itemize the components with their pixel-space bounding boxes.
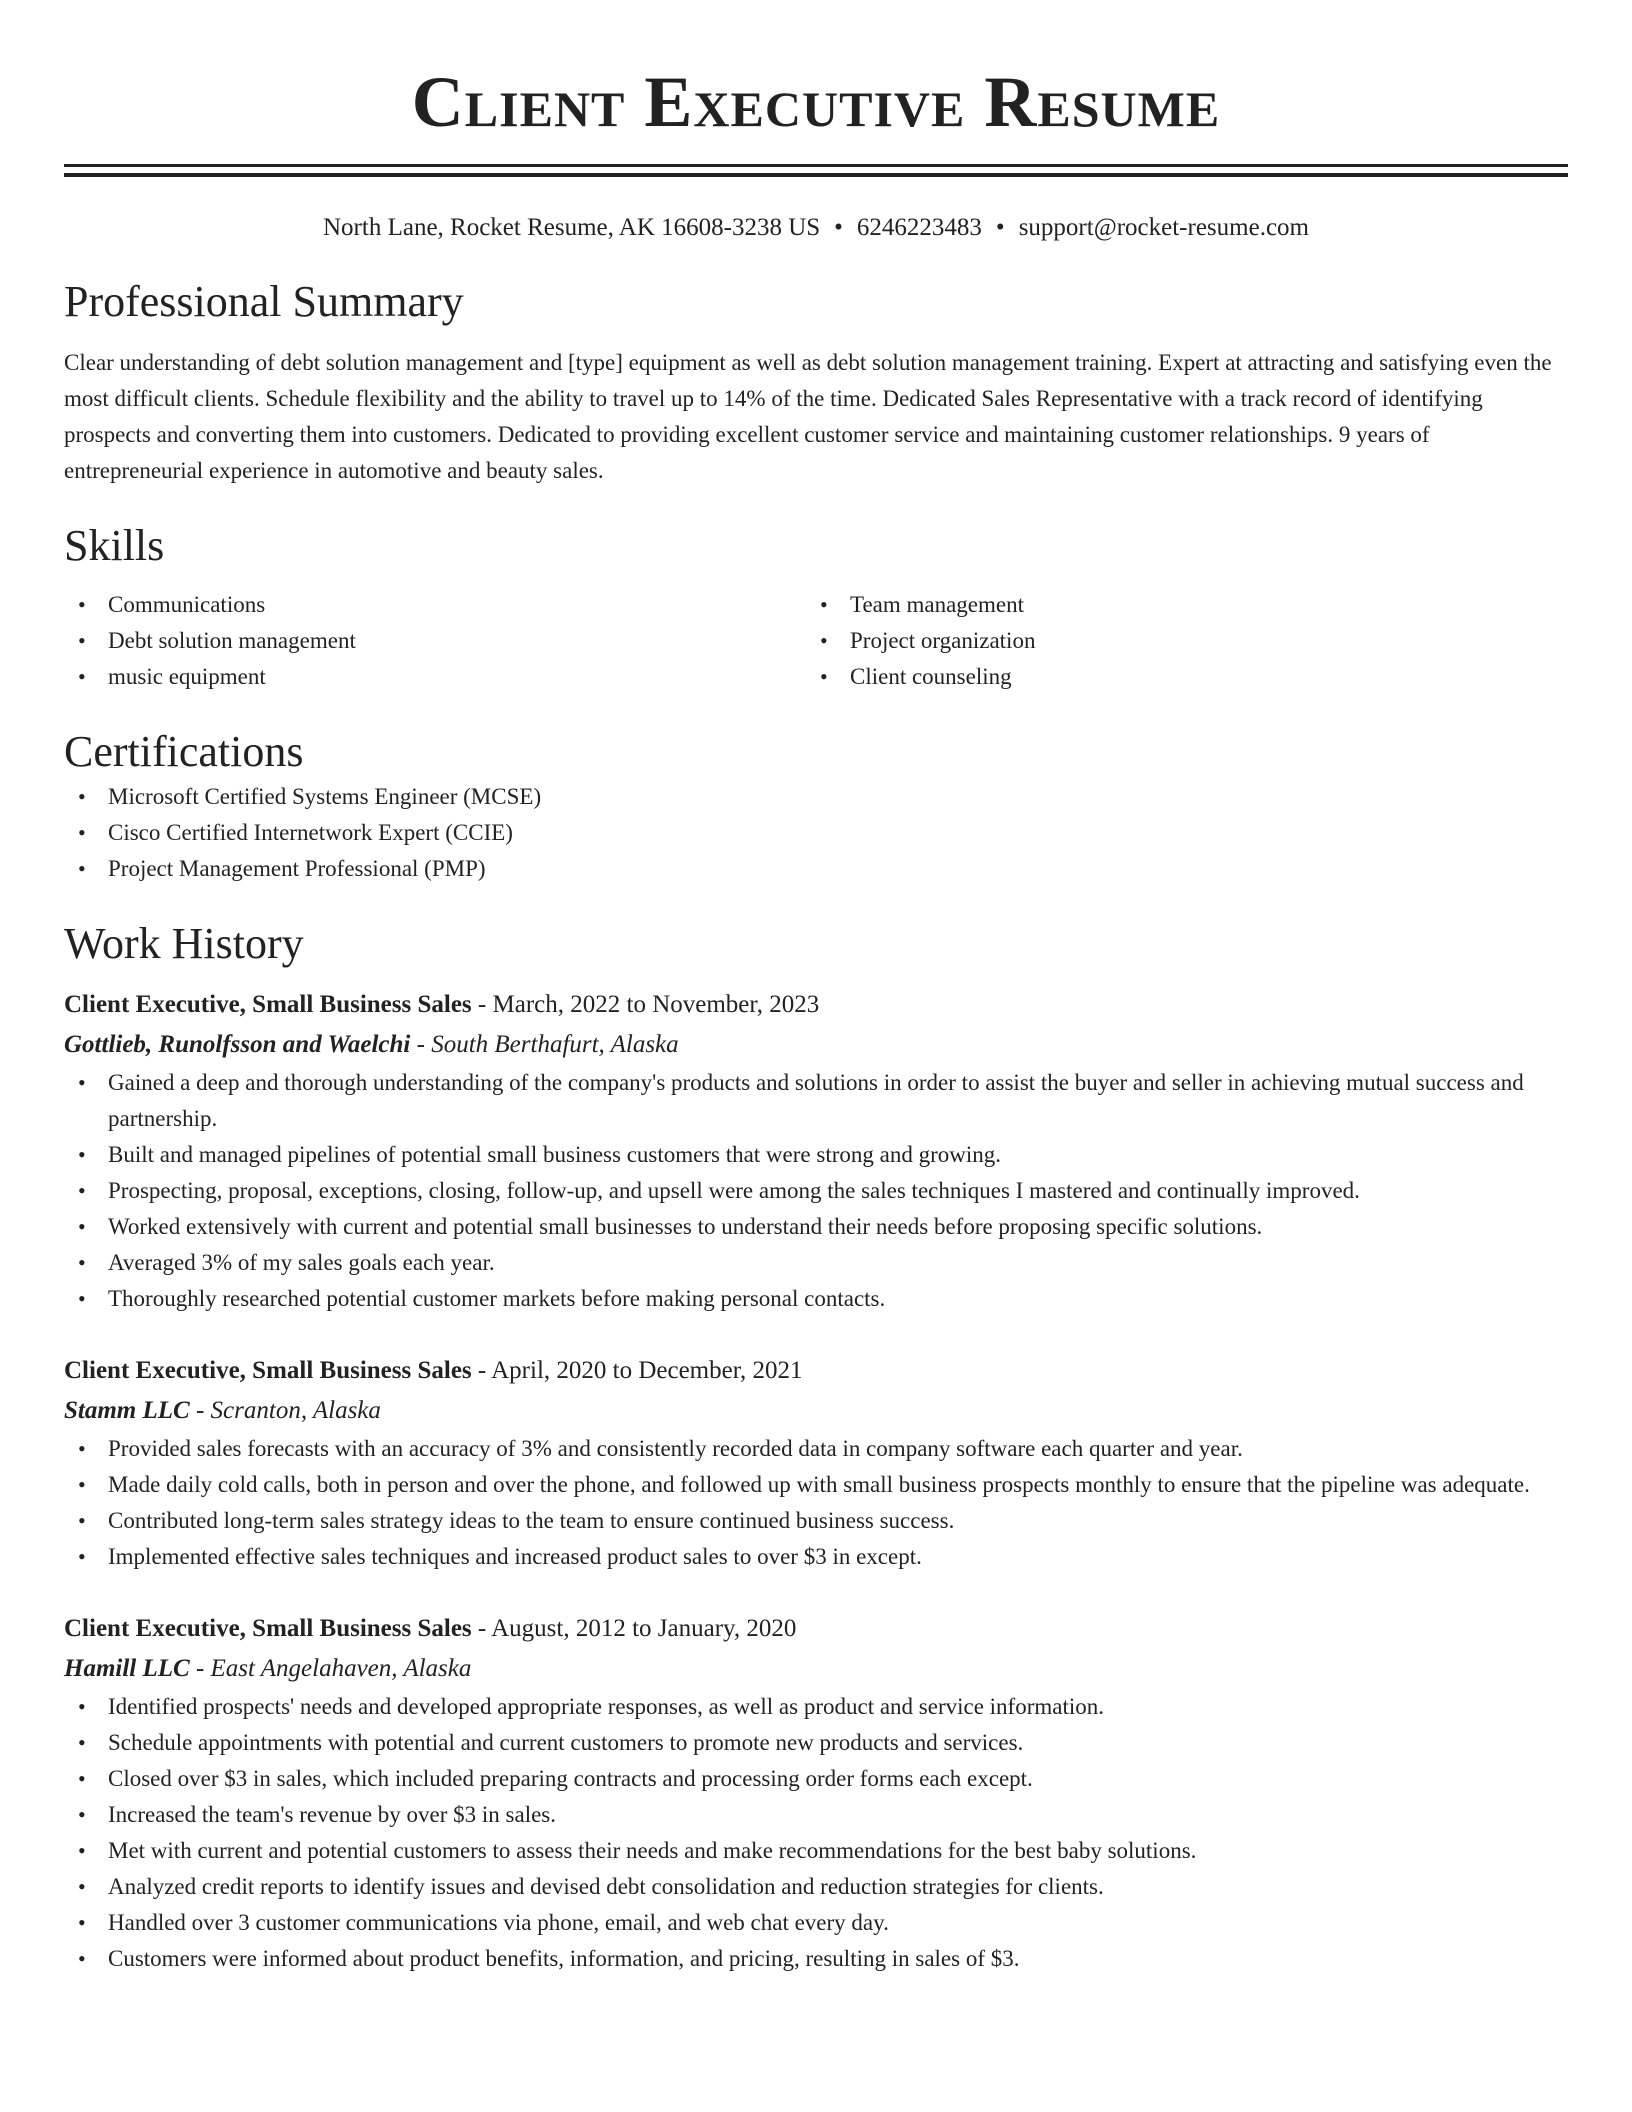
job-title-line xyxy=(64,1609,1568,1649)
summary-text: Clear understanding of debt solution management and [type] equipment as well as debt solution management training. Expert at attracting and satisfying even the most difficult clients. Schedule flexibility and the ability to travel up to 14% of the time. Dedicated Sales Representative with a track record of identifying prospects and converting them into customers. Dedicated to providing excellent customer service and maintaining customer relationships. 9 years of entrepreneurial experience in automotive and beauty sales. xyxy=(64,350,1552,483)
job-bullet: • Customers were informed about product benefits, information, and pricing, resulting in sales of $3. xyxy=(64,1941,1568,1977)
job-location: - East Angelahaven, Alaska xyxy=(189,1655,472,1682)
job-title: Client Executive, Small Business Sales xyxy=(64,991,472,1018)
job-bullet: • Closed over $3 in sales, which included preparing contracts and processing order forms each except. xyxy=(64,1761,1568,1797)
job-location: - Scranton, Alaska xyxy=(189,1397,381,1424)
contact-line xyxy=(64,211,1568,245)
job-entry xyxy=(64,1609,1568,1977)
job-bullet: • Built and managed pipelines of potential small business customers that were strong and growing. xyxy=(64,1137,1568,1173)
certification-item: • Cisco Certified Internetwork Expert (CCIE) xyxy=(64,815,1568,851)
job-company: Hamill LLC xyxy=(64,1655,190,1682)
skill-item: • Team management xyxy=(806,587,1548,623)
contact-email: support@rocket-resume.com xyxy=(1018,214,1309,241)
skill-item: • music equipment xyxy=(64,659,806,695)
job-bullet: • Provided sales forecasts with an accuracy of 3% and consistently recorded data in company software each quarter and year. xyxy=(64,1431,1568,1467)
work-history-heading: Work History xyxy=(64,919,304,968)
skills-list-right xyxy=(806,587,1548,695)
job-title: Client Executive, Small Business Sales xyxy=(64,1615,472,1642)
title-rule-thick xyxy=(64,173,1568,177)
job-company-line xyxy=(64,1025,1568,1065)
job-bullet-list xyxy=(64,1431,1568,1575)
job-title-line xyxy=(64,985,1568,1025)
contact-address: North Lane, Rocket Resume, AK 16608-3238 US xyxy=(323,214,821,241)
contact-separator: • xyxy=(995,214,1005,241)
job-bullet: • Prospecting, proposal, exceptions, closing, follow-up, and upsell were among the sales techniques I mastered and continually improved. xyxy=(64,1173,1568,1209)
job-bullet-list xyxy=(64,1065,1568,1317)
job-bullet: • Schedule appointments with potential and current customers to promote new products and services. xyxy=(64,1725,1568,1761)
resume-title: Client Executive Resume xyxy=(411,62,1221,142)
skill-item: • Debt solution management xyxy=(64,623,806,659)
job-bullet-list xyxy=(64,1689,1568,1977)
certifications-list xyxy=(64,779,1568,887)
job-entry xyxy=(64,985,1568,1317)
contact-phone: 6246223483 xyxy=(856,214,982,241)
job-company-line xyxy=(64,1391,1568,1431)
job-bullet: • Averaged 3% of my sales goals each year. xyxy=(64,1245,1568,1281)
skills-heading: Skills xyxy=(64,521,165,570)
job-bullet: • Analyzed credit reports to identify issues and devised debt consolidation and reduction strategies for clients. xyxy=(64,1869,1568,1905)
skill-item: • Project organization xyxy=(806,623,1548,659)
summary-heading: Professional Summary xyxy=(64,277,464,326)
certification-item: • Project Management Professional (PMP) xyxy=(64,851,1568,887)
job-entry xyxy=(64,1351,1568,1575)
job-location: - South Berthafurt, Alaska xyxy=(410,1031,679,1058)
job-bullet: • Worked extensively with current and potential small businesses to understand their needs before proposing specific solutions. xyxy=(64,1209,1568,1245)
job-bullet: • Increased the team's revenue by over $3 in sales. xyxy=(64,1797,1568,1833)
job-dates: - August, 2012 to January, 2020 xyxy=(471,1615,797,1642)
job-dates: - March, 2022 to November, 2023 xyxy=(471,991,820,1018)
job-bullet: • Implemented effective sales techniques and increased product sales to over $3 in except. xyxy=(64,1539,1568,1575)
skill-item: • Communications xyxy=(64,587,806,623)
job-company-line xyxy=(64,1649,1568,1689)
contact-separator: • xyxy=(834,214,843,241)
job-company: Stamm LLC xyxy=(64,1397,190,1424)
job-bullet: • Made daily cold calls, both in person and over the phone, and followed up with small business prospects monthly to ensure that the pipeline was adequate. xyxy=(64,1467,1568,1503)
job-bullet: • Met with current and potential customers to assess their needs and make recommendations for the best baby solutions. xyxy=(64,1833,1568,1869)
job-bullet: • Handled over 3 customer communications via phone, email, and web chat every day. xyxy=(64,1905,1568,1941)
skills-column-right xyxy=(806,587,1548,695)
job-bullet: • Gained a deep and thorough understanding of the company's products and solutions in order to assist the buyer and seller in achieving mutual success and partnership. xyxy=(64,1065,1568,1137)
certifications-heading: Certifications xyxy=(64,727,304,776)
certification-item: • Microsoft Certified Systems Engineer (MCSE) xyxy=(64,779,1568,815)
job-title: Client Executive, Small Business Sales xyxy=(64,1357,472,1384)
job-dates: - April, 2020 to December, 2021 xyxy=(471,1357,803,1384)
job-bullet: • Contributed long-term sales strategy ideas to the team to ensure continued business success. xyxy=(64,1503,1568,1539)
job-company: Gottlieb, Runolfsson and Waelchi xyxy=(64,1031,411,1058)
job-bullet: • Identified prospects' needs and developed appropriate responses, as well as product and service information. xyxy=(64,1689,1568,1725)
skills-column-left xyxy=(64,587,806,695)
skills-grid xyxy=(64,587,1568,695)
skill-item: • Client counseling xyxy=(806,659,1548,695)
title-rule-thin xyxy=(64,164,1568,167)
job-bullet: • Thoroughly researched potential customer markets before making personal contacts. xyxy=(64,1281,1568,1317)
job-title-line xyxy=(64,1351,1568,1391)
skills-list-left xyxy=(64,587,806,695)
